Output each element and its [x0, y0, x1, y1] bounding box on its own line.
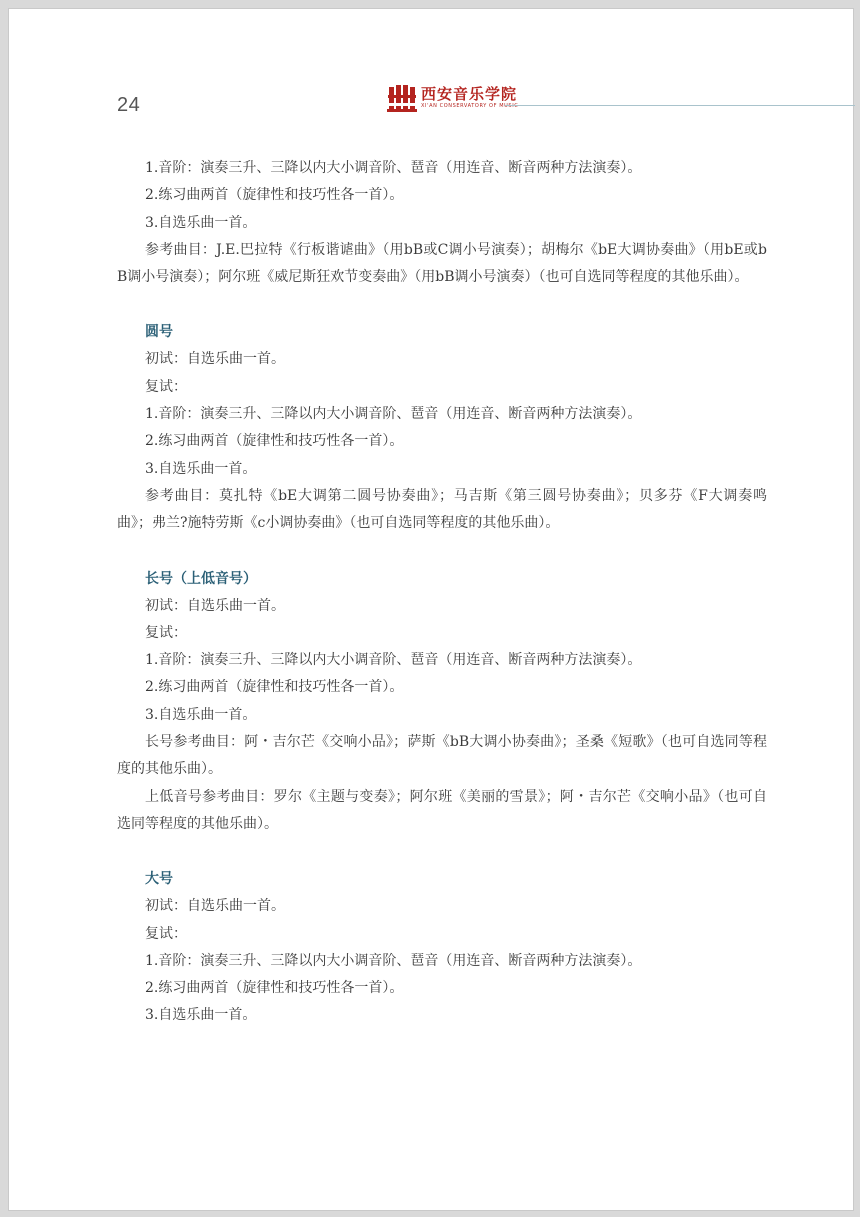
paragraph: 1.音阶：演奏三升、三降以内大小调音阶、琶音（用连音、断音两种方法演奏）。 — [145, 652, 642, 669]
page-number: 24 — [117, 94, 141, 116]
paragraph: 参考曲目：莫扎特《bE大调第二圆号协奏曲》；马吉斯《第三圆号协奏曲》；贝多芬《F大调奏鸣曲》；弗兰?施特劳斯《c小调协奏曲》（也可自选同等程度的其他乐曲）。 — [117, 487, 767, 532]
paragraph: 3.自选乐曲一首。 — [145, 214, 257, 231]
paragraph: 2.练习曲两首（旋律性和技巧性各一首）。 — [145, 187, 404, 204]
paragraph: 复试： — [145, 925, 187, 942]
paragraph: 初试：自选乐曲一首。 — [145, 898, 285, 915]
header-rule — [505, 105, 855, 106]
paragraph: 2.练习曲两首（旋律性和技巧性各一首）。 — [145, 433, 404, 450]
paragraph: 初试：自选乐曲一首。 — [145, 351, 285, 368]
section — [117, 318, 767, 537]
section — [117, 865, 767, 1029]
paragraph: 3.自选乐曲一首。 — [145, 706, 257, 723]
paragraph: 2.练习曲两首（旋律性和技巧性各一首）。 — [145, 980, 404, 997]
logo-chinese-name: 西安音乐学院 — [421, 85, 518, 103]
paragraph: 2.练习曲两首（旋律性和技巧性各一首）。 — [145, 679, 404, 696]
paragraph: 长号参考曲目：阿・吉尔芒《交响小品》；萨斯《bB大调小协奏曲》；圣桑《短歌》（也可自选同等程度的其他乐曲）。 — [117, 734, 767, 778]
section — [117, 565, 767, 839]
section-heading: 圆号 — [145, 324, 173, 341]
paragraph: 1.音阶：演奏三升、三降以内大小调音阶、琶音（用连音、断音两种方法演奏）。 — [145, 406, 642, 423]
paragraph: 初试：自选乐曲一首。 — [145, 597, 285, 614]
paragraph: 3.自选乐曲一首。 — [145, 460, 257, 477]
document-body — [117, 155, 767, 1030]
school-logo — [387, 83, 518, 113]
paragraph: 3.自选乐曲一首。 — [145, 1007, 257, 1024]
logo-text — [421, 86, 518, 110]
paragraph: 1.音阶：演奏三升、三降以内大小调音阶、琶音（用连音、断音两种方法演奏）。 — [145, 952, 642, 969]
section — [117, 155, 767, 291]
logo-english-name: XI'AN CONSERVATORY OF MUSIC — [421, 103, 519, 109]
paragraph: 参考曲目：J.E.巴拉特《行板谐谑曲》（用bB或C调小号演奏）；胡梅尔《bE大调协奏曲》（用bE或bB调小号演奏）；阿尔班《威尼斯狂欢节变奏曲》（用bB调小号演奏）（也可自选同等程度的其他乐曲）。 — [117, 241, 767, 286]
section-heading: 大号 — [145, 871, 173, 888]
paragraph: 1.音阶：演奏三升、三降以内大小调音阶、琶音（用连音、断音两种方法演奏）。 — [145, 160, 642, 176]
section-heading: 长号（上低音号） — [145, 570, 257, 587]
paragraph: 上低音号参考曲目：罗尔《主题与变奏》；阿尔班《美丽的雪景》；阿・吉尔芒《交响小品》（也可自选同等程度的其他乐曲）。 — [117, 788, 767, 832]
paragraph: 复试： — [145, 378, 187, 395]
document-page — [8, 8, 854, 1211]
school-emblem-icon — [387, 83, 417, 113]
paragraph: 复试： — [145, 624, 187, 641]
